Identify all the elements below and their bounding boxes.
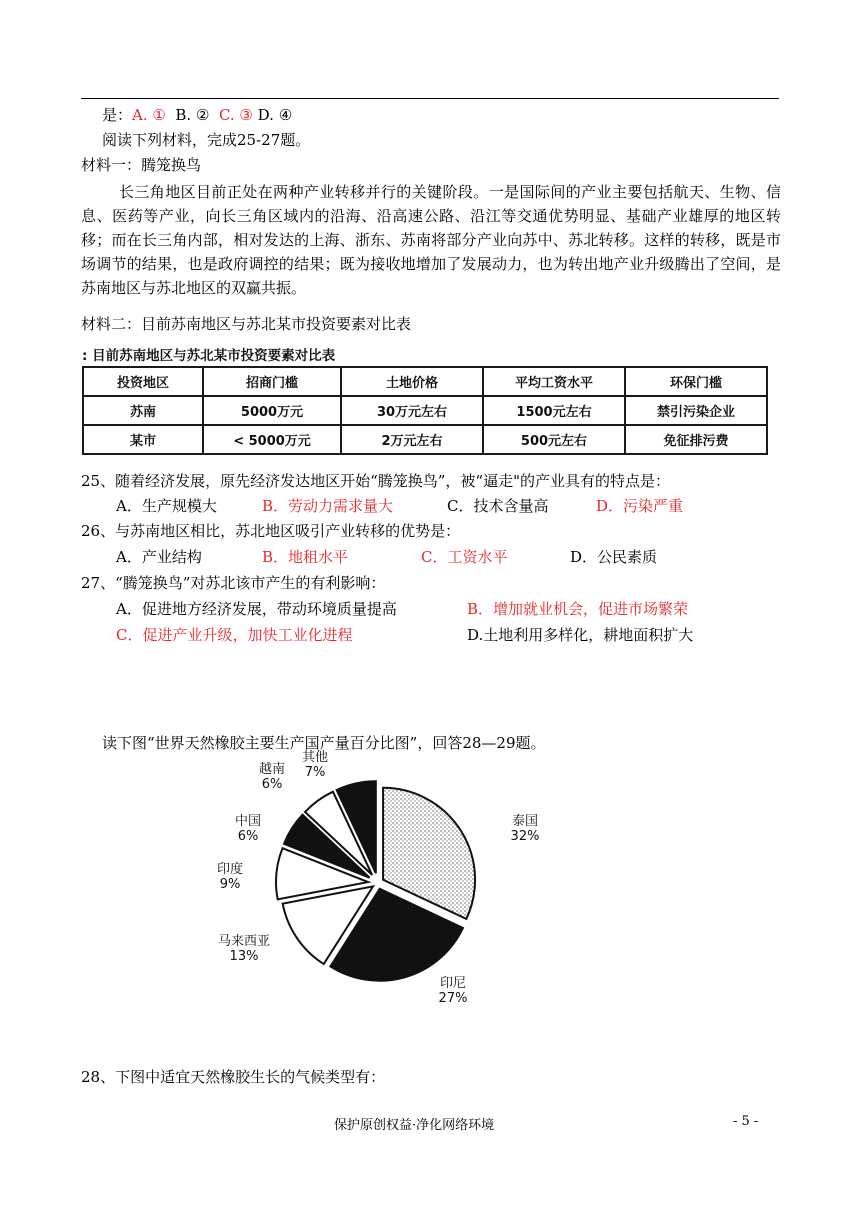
q26-option-d: D．公民素质 bbox=[570, 548, 658, 566]
pie-label-value: 6% bbox=[237, 829, 259, 844]
table-header-cell: 土地价格 bbox=[341, 367, 483, 396]
q25-option-a: A．生产规模大 bbox=[116, 497, 217, 515]
pie-label-vietnam bbox=[252, 762, 292, 792]
pie-label-name: 泰国 bbox=[511, 814, 538, 829]
table-cell: 1500元左右 bbox=[483, 396, 625, 425]
table-header-cell: 环保门槛 bbox=[625, 367, 767, 396]
pie-label-value: 27% bbox=[438, 991, 468, 1006]
q24-option-a: A. ① bbox=[132, 106, 166, 124]
q24-option-b: B. ② bbox=[175, 106, 210, 124]
pie-label-thailand bbox=[500, 814, 550, 844]
pie-label-indonesia bbox=[428, 976, 478, 1006]
table-header-cell: 投资地区 bbox=[83, 367, 203, 396]
header-rule bbox=[81, 98, 779, 99]
pie-label-name: 其他 bbox=[301, 750, 328, 765]
q25-option-d: D．污染严重 bbox=[596, 497, 684, 515]
table-header-cell: 平均工资水平 bbox=[483, 367, 625, 396]
rubber-production-pie-chart bbox=[200, 750, 580, 1016]
chart-intro: 读下图“世界天然橡胶主要生产国产量百分比图”，回答28—29题。 bbox=[102, 734, 546, 752]
table-caption: : 目前苏南地区与苏北某市投资要素对比表 bbox=[82, 348, 336, 364]
pie-label-name: 马来西亚 bbox=[217, 934, 270, 949]
table-header-row bbox=[83, 367, 767, 396]
q27-stem: 27、“腾笼换鸟”对苏北该市产生的有利影响： bbox=[81, 574, 386, 592]
pie-label-value: 6% bbox=[261, 777, 283, 792]
q24-answer-line bbox=[102, 104, 292, 126]
table-cell: 禁引污染企业 bbox=[625, 396, 767, 425]
q27-option-c: C．促进产业升级，加快工业化进程 bbox=[116, 626, 353, 644]
pie-label-other bbox=[295, 750, 335, 780]
table-row bbox=[83, 396, 767, 425]
reading-intro: 阅读下列材料，完成25-27题。 bbox=[102, 131, 311, 149]
page-number: - 5 - bbox=[733, 1114, 759, 1129]
material2-title: 材料二：目前苏南地区与苏北某市投资要素对比表 bbox=[81, 315, 412, 333]
pie-label-value: 9% bbox=[219, 877, 241, 892]
pie-label-name: 中国 bbox=[234, 814, 261, 829]
table-cell: 某市 bbox=[83, 425, 203, 454]
q24-option-d: D. ④ bbox=[257, 106, 293, 124]
pie-label-malaysia bbox=[204, 934, 284, 964]
table-cell: 30万元左右 bbox=[341, 396, 483, 425]
table-cell: < 5000万元 bbox=[203, 425, 341, 454]
table-cell: 5000万元 bbox=[203, 396, 341, 425]
table-cell: 苏南 bbox=[83, 396, 203, 425]
q26-option-a: A．产业结构 bbox=[116, 548, 202, 566]
pie-label-china bbox=[228, 814, 268, 844]
pie-label-name: 越南 bbox=[258, 762, 285, 777]
material1-title: 材料一：腾笼换鸟 bbox=[81, 156, 202, 174]
q25-stem: 25、随着经济发展，原先经济发达地区开始“腾笼换鸟”，被“逼走"的产业具有的特点是： bbox=[81, 472, 670, 490]
pie-svg bbox=[200, 758, 580, 1016]
q28-stem: 28、下图中适宜天然橡胶生长的气候类型有： bbox=[81, 1068, 386, 1086]
pie-label-name: 印尼 bbox=[439, 976, 466, 991]
q25-option-b: B．劳动力需求量大 bbox=[262, 497, 394, 515]
table-row bbox=[83, 425, 767, 454]
pie-label-value: 32% bbox=[510, 829, 540, 844]
q26-option-b: B．地租水平 bbox=[262, 548, 349, 566]
footer-slogan: 保护原创权益·净化网络环境 bbox=[334, 1118, 495, 1133]
table-cell: 免征排污费 bbox=[625, 425, 767, 454]
q27-option-a: A．促进地方经济发展，带动环境质量提高 bbox=[116, 600, 397, 618]
table-header-cell: 招商门槛 bbox=[203, 367, 341, 396]
q26-stem: 26、与苏南地区相比，苏北地区吸引产业转移的优势是： bbox=[81, 522, 461, 540]
q24-option-c: C. ③ bbox=[218, 106, 253, 124]
pie-label-value: 13% bbox=[229, 949, 259, 964]
q24-prefix: 是： bbox=[102, 106, 133, 124]
q27-option-d: D.土地利用多样化，耕地面积扩大 bbox=[467, 626, 694, 644]
q25-option-c: C．技术含量高 bbox=[447, 497, 549, 515]
material1-body: 长三角地区目前正处在两种产业转移并行的关键阶段。一是国际间的产业主要包括航天、生物、信息、医药等产业，向长三角区域内的沿海、沿高速公路、沿江等交通优势明显、基础产业雄厚的地区转移；而在长三角内部，相对发达的上海、浙东、苏南将部分产业向苏中、苏北转移。这样的转移，既是市场调节的结果，也是政府调控的结果；既为接收地增加了发展动力，也为转出地产业升级腾出了空间，是苏南地区与苏北地区的双赢共振。 bbox=[81, 183, 781, 297]
pie-label-value: 7% bbox=[304, 765, 326, 780]
investment-comparison-table bbox=[82, 366, 768, 455]
q27-option-b: B．增加就业机会，促进市场繁荣 bbox=[467, 600, 689, 618]
table-cell: 500元左右 bbox=[483, 425, 625, 454]
table-cell: 2万元左右 bbox=[341, 425, 483, 454]
pie-label-india bbox=[210, 862, 250, 892]
q26-option-c: C．工资水平 bbox=[421, 548, 508, 566]
pie-label-name: 印度 bbox=[216, 862, 243, 877]
